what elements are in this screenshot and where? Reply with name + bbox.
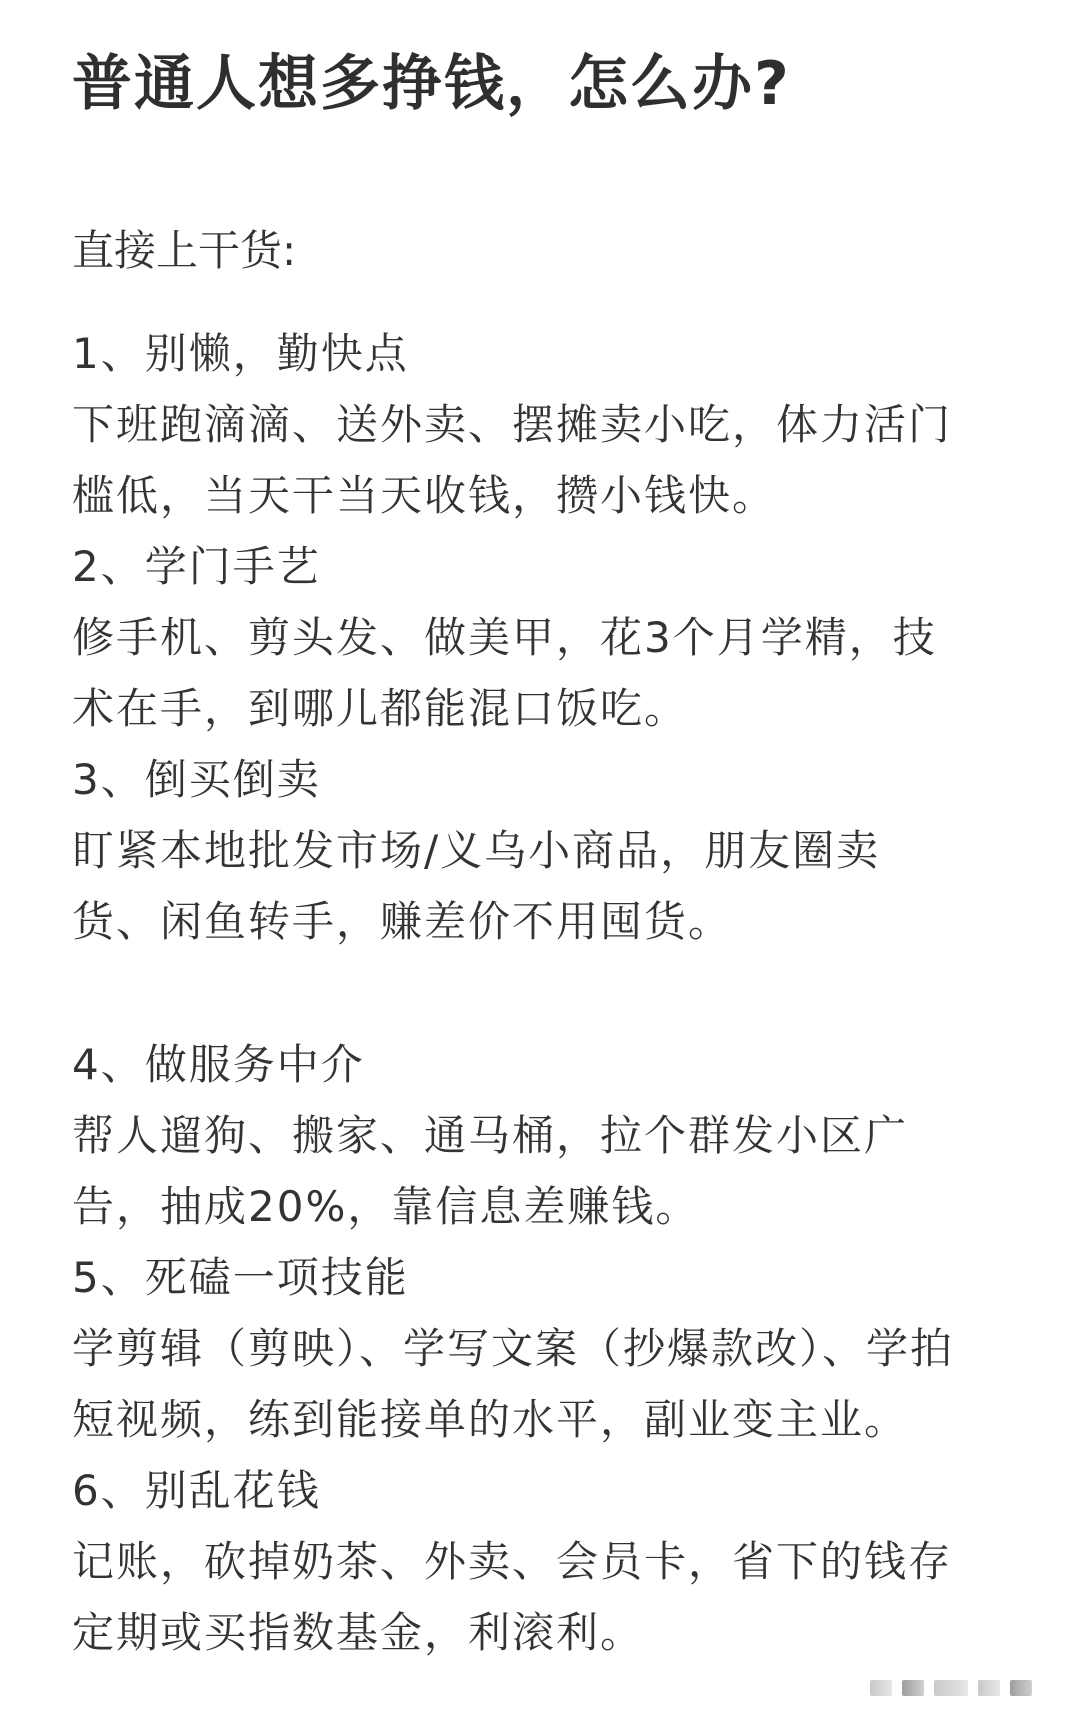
- section-6: [72, 1455, 952, 1668]
- section-4: [72, 1029, 908, 1242]
- watermark-mark: [978, 1680, 1000, 1696]
- page-title: 普通人想多挣钱，怎么办?: [72, 49, 791, 119]
- watermark-mark: [902, 1680, 924, 1696]
- section-1: [72, 318, 952, 531]
- watermark-mark: [870, 1680, 892, 1696]
- blurred-watermark: [870, 1680, 1032, 1696]
- section-body-line: 货、闲鱼转手，赚差价不用囤货。: [72, 897, 733, 946]
- section-heading: 6、别乱花钱: [72, 1466, 321, 1515]
- section-heading: 2、学门手艺: [72, 542, 321, 591]
- section-body-line: 短视频，练到能接单的水平，副业变主业。: [72, 1395, 909, 1444]
- section-body-line: 告，抽成20%，靠信息差赚钱。: [72, 1182, 700, 1231]
- section-heading: 5、死磕一项技能: [72, 1253, 409, 1302]
- section-body-line: 定期或买指数基金，利滚利。: [72, 1608, 645, 1657]
- section-heading: 1、别懒，勤快点: [72, 329, 409, 378]
- section-2: [72, 531, 937, 744]
- section-body-line: 术在手，到哪儿都能混口饭吃。: [72, 684, 689, 733]
- watermark-mark: [934, 1680, 968, 1696]
- section-body-line: 盯紧本地批发市场/义乌小商品，朋友圈卖: [72, 826, 881, 875]
- watermark-mark: [1010, 1680, 1032, 1696]
- section-body-line: 槛低，当天干当天收钱，攒小钱快。: [72, 471, 777, 520]
- section-5: [72, 1242, 954, 1455]
- section-heading: 4、做服务中介: [72, 1040, 365, 1089]
- section-body-line: 修手机、剪头发、做美甲，花3个月学精，技: [72, 613, 937, 662]
- section-body-line: 帮人遛狗、搬家、通马桶，拉个群发小区广: [72, 1111, 909, 1160]
- intro-text: 直接上干货:: [72, 226, 297, 275]
- section-heading: 3、倒买倒卖: [72, 755, 321, 804]
- section-3: [72, 744, 880, 957]
- section-body-line: 学剪辑（剪映）、学写文案（抄爆款改）、学拍: [72, 1324, 955, 1373]
- section-body-line: 下班跑滴滴、送外卖、摆摊卖小吃，体力活门: [72, 400, 953, 449]
- section-body-line: 记账，砍掉奶茶、外卖、会员卡，省下的钱存: [72, 1537, 953, 1586]
